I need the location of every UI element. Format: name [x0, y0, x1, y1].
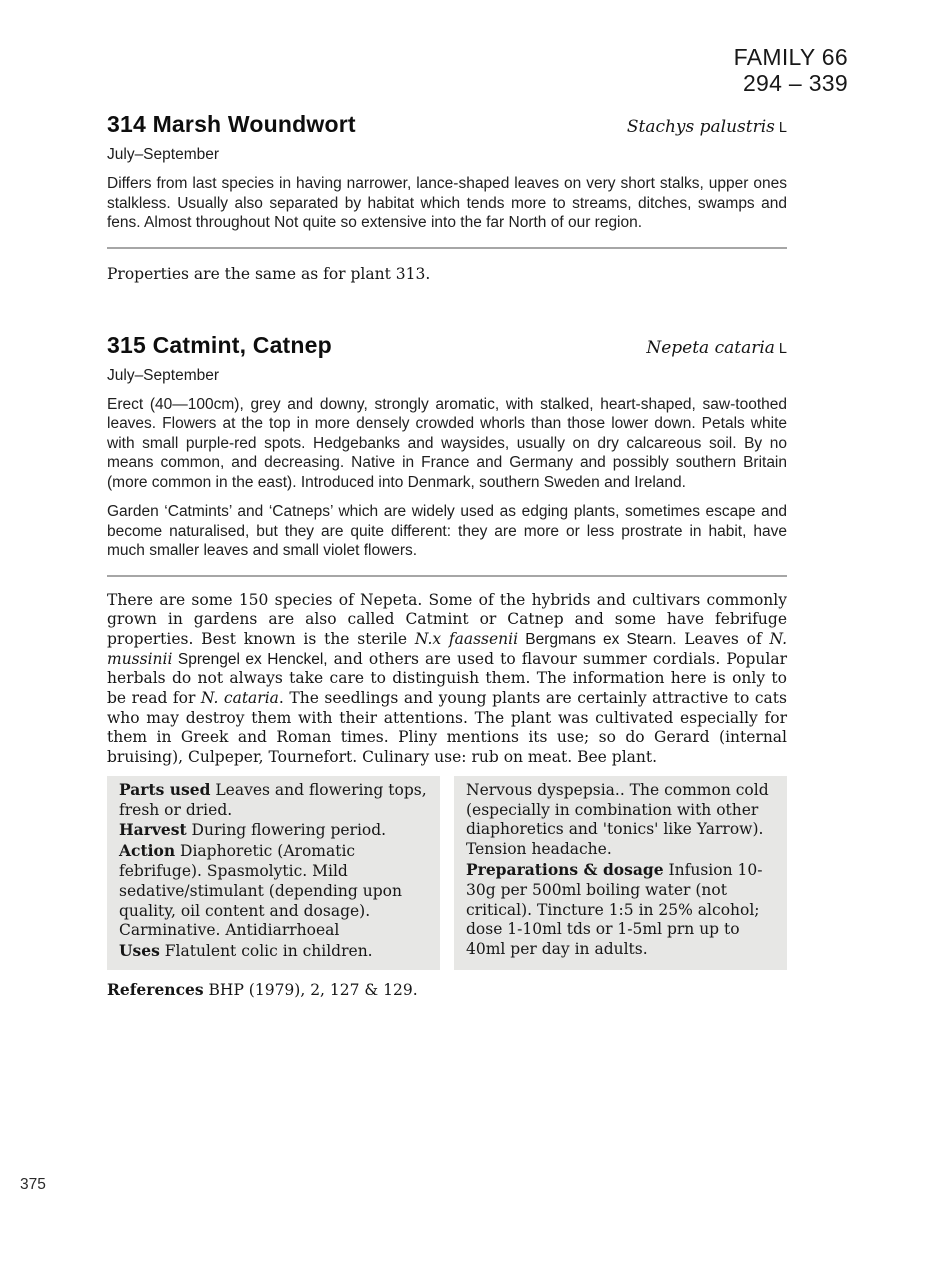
- entry-315-heading-row: [107, 331, 787, 359]
- uses-label: Uses: [119, 941, 160, 961]
- monograph-box: [107, 776, 787, 970]
- entry-314-authority: L: [774, 120, 787, 136]
- botanist-authority-inline: Bergmans ex Stearn.: [518, 630, 677, 648]
- harvest-label: Harvest: [119, 820, 187, 840]
- parts-used-label: Parts used: [119, 779, 211, 799]
- uses-item: Uses Flatulent colic in children.: [119, 941, 373, 961]
- family-number: FAMILY 66: [733, 44, 848, 70]
- entry-314-properties-note: Properties are the same as for plant 313.: [107, 264, 431, 283]
- action-item: Action Diaphoretic (Aromatic febrifuge). Spasmolytic. Mild sedative/stimulant (depending upon quality, oil content and dosage). Carminative. Antidiarrhoeal: [119, 841, 402, 940]
- plant-number-range: 294 – 339: [742, 70, 848, 96]
- latin-species-inline: N. cataria: [200, 689, 279, 708]
- latin-species-inline: N.x faassenii: [414, 629, 519, 648]
- section-divider: [107, 575, 787, 577]
- section-divider: [107, 247, 787, 249]
- monograph-right-column: [454, 776, 787, 970]
- references-label: References: [107, 980, 204, 999]
- parts-used-item: Parts used Leaves and flowering tops, fresh or dried.: [119, 779, 427, 819]
- page-content: [107, 110, 787, 999]
- botanist-authority-inline: Sprengel ex Henckel,: [172, 650, 328, 668]
- latin-species-inline: N. mussinii: [107, 629, 787, 668]
- entry-315-title: 315 Catmint, Catnep: [107, 331, 332, 358]
- preparations-dosage-item: Preparations & dosage Infusion 10-30g per 500ml boiling water (not critical). Tincture 1:5 in 25% alcohol; dose 1-10ml tds or 1-5ml prn up to 40ml per day in adults.: [466, 860, 763, 959]
- references-line: References BHP (1979), 2, 127 & 129.: [107, 980, 418, 999]
- page-header: [734, 44, 848, 96]
- entry-314-flowering-season: July–September: [107, 146, 220, 163]
- entry-314-title: 314 Marsh Woundwort: [107, 111, 356, 137]
- entry-314-latin-name: Stachys palustris L: [626, 117, 787, 137]
- entry-315-garden-note: Garden ‘Catmints’ and ‘Catneps’ which are widely used as edging plants, sometimes escape and become naturalised, but they are quite different: they are more or less prostrate in habit, have much smaller leaves and small violet flowers.: [107, 503, 787, 559]
- preparations-dosage-label: Preparations & dosage: [466, 860, 664, 880]
- harvest-item: Harvest During flowering period.: [119, 820, 387, 840]
- entry-315-flowering-season: July–September: [107, 366, 220, 384]
- entry-315-description: Erect (40—100cm), grey and downy, strongly aromatic, with stalked, heart-shaped, saw-toothed leaves. Flowers at the top in more densely crowded whorls than those lower down. Petals white with small purple-red spots. Hedgebanks and waysides, usually on dry calcareous soil. By no means common, and decreasing. Native in France and Germany and possibly southern Britain (more common in the east). Introduced into Denmark, southern Sweden and Ireland.: [107, 395, 787, 491]
- entry-315-authority: L: [774, 340, 787, 357]
- monograph-left-column: [107, 776, 440, 970]
- entry-315-discussion: There are some 150 species of Nepeta. Some of the hybrids and cultivars commonly grown in gardens are also called Catmint or Catnep and some have febrifuge properties. Best known is the sterile N.x faassenii Bergmans ex Stearn. Leaves of N. mussinii Sprengel ex Henckel, and others are used to flavour summer cordials. Popular herbals do not always take care to distinguish them. The information here is only to be read for N. cataria. The seedlings and young plants are certainly attractive to cats who may destroy them with their attentions. The plant was cultivated especially for them in Greek and Roman times. Pliny mentions its use; so do Gerard (internal bruising), Culpeper, Tournefort. Culinary use: rub on meat. Bee plant.: [107, 590, 787, 767]
- action-label: Action: [119, 841, 176, 861]
- entry-315-latin-name: Nepeta cataria L: [646, 337, 787, 358]
- entry-314-heading-row: [107, 110, 787, 138]
- page-number: 375: [20, 1176, 46, 1193]
- entry-314-description: Differs from last species in having narrower, lance-shaped leaves on very short stalks, upper ones stalkless. Usually also separated by habitat which tends more to streams, ditches, swamps and fens. Almost throughout Not quite so extensive into the far North of our region.: [107, 175, 787, 231]
- uses-continued-item: Nervous dyspepsia.. The common cold (especially in combination with other diaphoretics and 'tonics' like Yarrow). Tension headache.: [466, 780, 769, 859]
